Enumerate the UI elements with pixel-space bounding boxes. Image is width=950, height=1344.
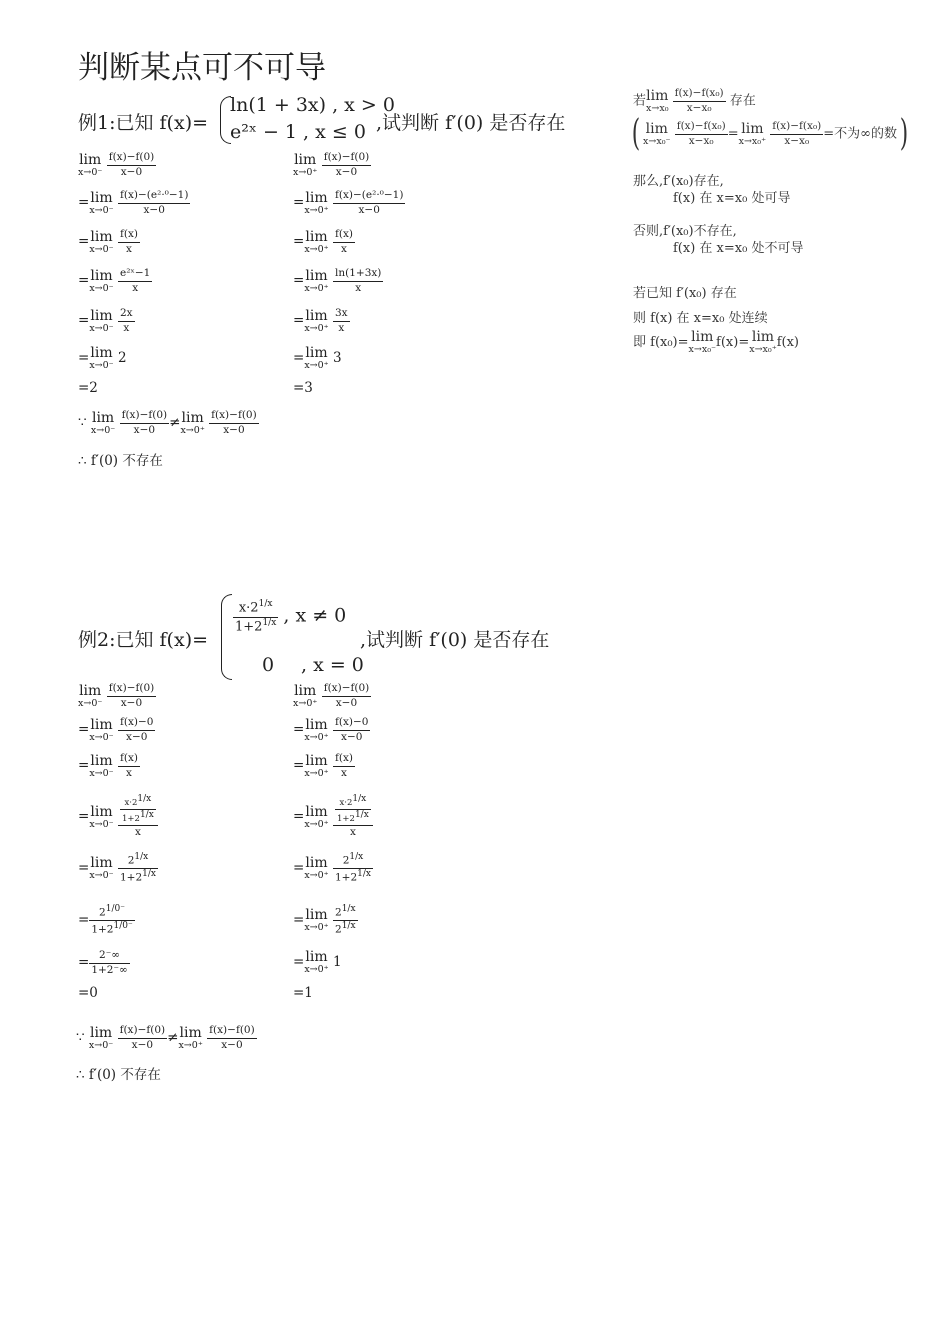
row-prefix: = xyxy=(78,757,90,774)
ex1-right-row-6: = lim x→0⁺ 3 xyxy=(293,345,342,371)
denominator: x−0 xyxy=(107,165,157,179)
row-prefix: = xyxy=(293,349,305,366)
ex1-right-row-3: = lim x→0⁺ $\frac{f(x)}{x}$ xyxy=(293,228,354,255)
limit-sub: x→0⁻ xyxy=(89,243,114,255)
side-then-1: 那么,f′(x₀)存在, xyxy=(633,174,724,189)
side-else-2: f(x) 在 x=x₀ 处不可导 xyxy=(673,241,804,256)
numerator: f(x)−0 xyxy=(120,716,154,728)
ex1-left-row-1: lim x→0⁻ $\frac{f(x)-f(0)}{x-0}$ xyxy=(78,151,155,178)
limit-sub: x→0⁻ xyxy=(89,360,114,371)
row-prefix: = xyxy=(78,194,90,211)
limit-value: 3 xyxy=(333,349,342,366)
row-prefix: = xyxy=(78,233,90,250)
ex2-brace xyxy=(221,594,232,680)
denominator: x xyxy=(118,766,140,780)
limit-value: 2 xyxy=(118,349,127,366)
numerator: f(x) xyxy=(120,228,139,240)
denominator: x xyxy=(333,281,383,295)
ex2-therefore: ∴ f′(0) 不存在 xyxy=(76,1067,161,1083)
side-definition: 若 lim x→x₀ $\frac{\text{f(x)−f(x₀)}}{\text{x−x₀}}$ 存在 xyxy=(633,87,756,114)
denominator: x xyxy=(333,766,355,780)
ex1-piece1: ln(1 + 3x) , x > 0 xyxy=(230,94,395,116)
ex1-right-result: =3 xyxy=(293,380,313,396)
ex2-left-row4: = lim x→0⁻ $\frac{\frac{x\cdot 2^{1/x}}{1+2^{1/x}}}{x}$ xyxy=(78,795,158,839)
denominator: x−0 xyxy=(333,203,405,217)
row-prefix: = xyxy=(78,272,90,289)
numerator: f(x)−f(0) xyxy=(323,151,370,163)
row-prefix: = xyxy=(293,272,305,289)
ex2-right-row-2: = lim x→0⁺ $\frac{f(x)-0}{x-0}$ xyxy=(293,716,369,743)
limit-sub: x→0⁺ xyxy=(304,282,329,294)
row-prefix: = xyxy=(293,233,305,250)
numerator: ln(1+3x) xyxy=(335,267,382,279)
numerator: f(x)−(e²·⁰−1) xyxy=(120,189,189,201)
denominator: x xyxy=(333,242,355,256)
numerator: f(x) xyxy=(335,228,354,240)
limit-sub: x→0⁻ xyxy=(78,697,103,709)
limit-sub: x→0⁻ xyxy=(89,204,114,216)
ex2-piece2-cond: , x = 0 xyxy=(301,654,364,676)
ex1-left-row-5: = lim x→0⁻ $\frac{2x}{x}$ xyxy=(78,307,133,334)
limit-sub: x→0⁺ xyxy=(304,204,329,216)
limit-sub: x→0⁺ xyxy=(293,697,318,709)
denominator: x−0 xyxy=(118,203,190,217)
row-prefix: = xyxy=(293,721,305,738)
limit-sub: x→0⁺ xyxy=(304,731,329,743)
numerator: 2x xyxy=(120,307,133,319)
row-prefix: = xyxy=(293,757,305,774)
ex2-question: ,试判断 f′(0) 是否存在 xyxy=(360,629,550,651)
ex2-label: 例2:已知 f(x)= xyxy=(78,629,209,651)
row-prefix: = xyxy=(78,721,90,738)
numerator: f(x)−(e²·⁰−1) xyxy=(335,189,404,201)
denominator: x−0 xyxy=(107,696,157,710)
denominator: x−0 xyxy=(333,730,370,744)
limit-sub: x→0⁺ xyxy=(304,243,329,255)
numerator: f(x)−f(0) xyxy=(108,151,155,163)
row-prefix: = xyxy=(78,312,90,329)
ex2-right-row-3: = lim x→0⁺ $\frac{f(x)}{x}$ xyxy=(293,752,354,779)
limit-sub: x→0⁻ xyxy=(89,322,114,334)
ex2-left-row-3: = lim x→0⁻ $\frac{f(x)}{x}$ xyxy=(78,752,139,779)
limit-sub: x→0⁺ xyxy=(304,767,329,779)
ex2-left-row5: = lim x→0⁻ $\frac{2^{1/x}}{1+2^{1/x}}$ xyxy=(78,852,157,884)
ex1-right-row-2: = lim x→0⁺ $\frac{\text{f(x)−(e²·⁰−1)}}{x-0}$ xyxy=(293,189,404,216)
limit-sub: x→0⁻ xyxy=(78,166,103,178)
limit-sub: x→0⁻ xyxy=(89,282,114,294)
numerator: f(x)−0 xyxy=(335,716,369,728)
ex2-right-row7: = lim x→0⁺ 1 xyxy=(293,949,342,975)
ex2-piece2-val: 0 xyxy=(262,654,275,676)
row-prefix: = xyxy=(293,312,305,329)
limit-sub: x→0⁺ xyxy=(304,322,329,334)
ex2-because: ∵ lim x→0⁻ $\frac{f(x)-f(0)}{x-0}$ ≠ lim x→0⁺ $\frac{f(x)-f(0)}{x-0}$ xyxy=(76,1024,255,1051)
ex1-left-row-4: = lim x→0⁻ $\frac{\text{e²ˣ−1}}{x}$ xyxy=(78,267,151,294)
ex2-right-row6: = lim x→0⁺ $\frac{2^{1/x}}{2^{1/x}}$ xyxy=(293,904,356,936)
ex2-piece1: $\frac{x\cdot 2^{1/x}}{1+2^{1/x}}$ , x ≠ 0 xyxy=(235,599,347,634)
numerator: f(x)−f(0) xyxy=(108,682,155,694)
ex2-left-result: =0 xyxy=(78,985,98,1001)
numerator: f(x) xyxy=(120,752,139,764)
denominator: x−0 xyxy=(322,165,372,179)
side-then-2: f(x) 在 x=x₀ 处可导 xyxy=(673,191,791,206)
ex2-left-row7: = $\frac{2^-\infty}{1+2^-\infty}$ xyxy=(78,949,128,976)
ex2-right-row4: = lim x→0⁺ $\frac{\frac{x\cdot 2^{1/x}}{1+2^{1/x}}}{x}$ xyxy=(293,795,373,839)
ex1-left-row-6: = lim x→0⁻ 2 xyxy=(78,345,127,371)
denominator: x−0 xyxy=(118,730,155,744)
denominator: x−0 xyxy=(322,696,372,710)
numerator: f(x) xyxy=(335,752,354,764)
denominator: x xyxy=(333,321,350,335)
numerator: f(x)−f(0) xyxy=(323,682,370,694)
ex1-because: ∵ lim x→0⁻ $\frac{f(x)-f(0)}{x-0}$ ≠ lim x→0⁺ $\frac{f(x)-f(0)}{x-0}$ xyxy=(78,409,257,436)
ex2-left-row-2: = lim x→0⁻ $\frac{f(x)-0}{x-0}$ xyxy=(78,716,154,743)
ex1-piece2: e²ˣ − 1 , x ≤ 0 xyxy=(230,121,366,143)
ex2-left-row-1: lim x→0⁻ $\frac{f(x)-f(0)}{x-0}$ xyxy=(78,682,155,709)
denominator: x xyxy=(118,242,140,256)
side-onesided-equal: ( lim x→x₀⁻ $\frac{\text{f(x)−f(x₀)}}{\text{x−x₀}}$ = lim x→x₀⁺ $\frac{\text{f(x)−f(x₀)}}{\text{x−x₀}}$ =不为∞的数) xyxy=(631,113,909,154)
row-prefix: = xyxy=(293,194,305,211)
denominator: x xyxy=(118,321,135,335)
side-continuity-3: 即 f(x₀)= lim x→x₀⁻ f(x)= lim x→x₀⁺ f(x) xyxy=(633,329,800,355)
limit-sub: x→0⁺ xyxy=(304,360,329,371)
ex1-right-row-1: lim x→0⁺ $\frac{f(x)-f(0)}{x-0}$ xyxy=(293,151,370,178)
ex1-right-row-5: = lim x→0⁺ $\frac{3x}{x}$ xyxy=(293,307,348,334)
ex1-therefore: ∴ f′(0) 不存在 xyxy=(78,453,163,469)
ex1-left-row-3: = lim x→0⁻ $\frac{f(x)}{x}$ xyxy=(78,228,139,255)
numerator: 3x xyxy=(335,307,348,319)
row-prefix: = xyxy=(78,349,90,366)
denominator: x xyxy=(118,281,152,295)
ex2-left-row6: = $\frac{2^{1/0^-}}{1+2^{1/0^-}}$ xyxy=(78,904,133,936)
side-continuity-1: 若已知 f′(x₀) 存在 xyxy=(633,286,737,301)
ex2-right-row-1: lim x→0⁺ $\frac{f(x)-f(0)}{x-0}$ xyxy=(293,682,370,709)
ex1-label: 例1:已知 f(x)= xyxy=(78,112,209,134)
ex1-right-row-4: = lim x→0⁺ $\frac{\ln(1+3x)}{x}$ xyxy=(293,267,382,294)
numerator: e²ˣ−1 xyxy=(120,267,151,279)
ex1-left-result: =2 xyxy=(78,380,98,396)
ex1-question: ,试判断 f′(0) 是否存在 xyxy=(376,112,566,134)
page-title: 判断某点可不可导 xyxy=(78,50,326,86)
ex1-left-row-2: = lim x→0⁻ $\frac{\text{f(x)−(e²·⁰−1)}}{x-0}$ xyxy=(78,189,189,216)
limit-sub: x→0⁺ xyxy=(293,166,318,178)
side-else-1: 否则,f′(x₀)不存在, xyxy=(633,224,737,239)
ex2-right-result: =1 xyxy=(293,985,313,1001)
side-continuity-2: 则 f(x) 在 x=x₀ 处连续 xyxy=(633,311,768,326)
ex2-right-row5: = lim x→0⁺ $\frac{2^{1/x}}{1+2^{1/x}}$ xyxy=(293,852,372,884)
limit-sub: x→0⁻ xyxy=(89,731,114,743)
limit-sub: x→0⁻ xyxy=(89,767,114,779)
